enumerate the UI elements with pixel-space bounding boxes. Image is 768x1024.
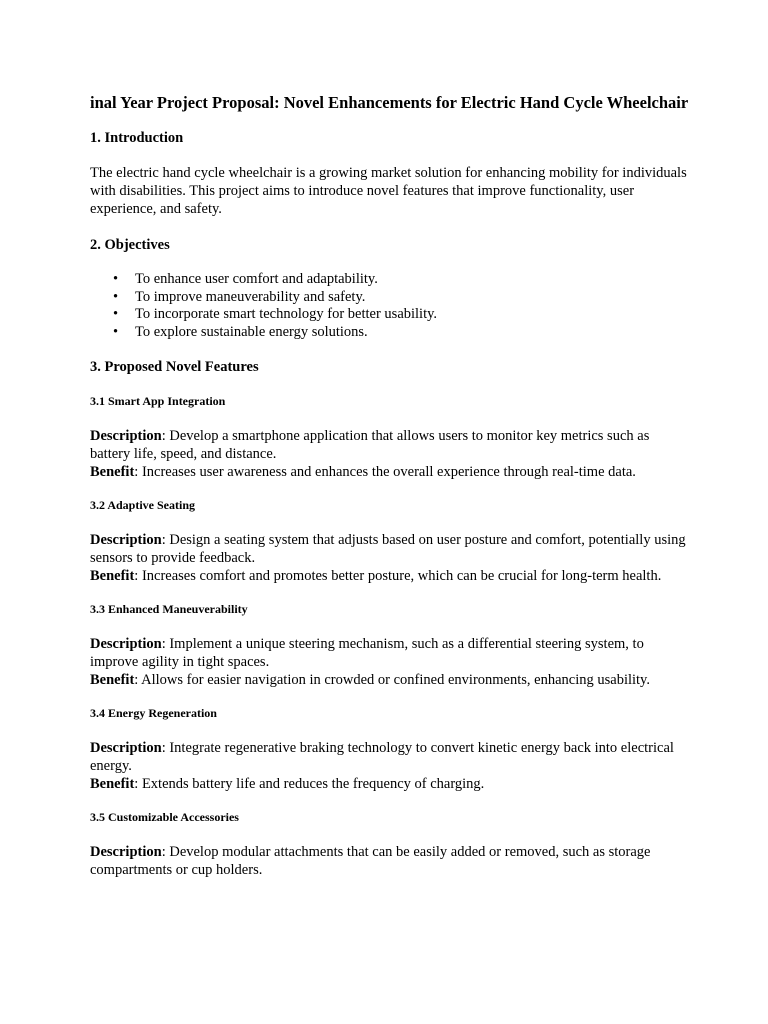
objectives-heading: 2. Objectives — [90, 237, 170, 253]
description-line — [90, 531, 690, 567]
feature-body — [90, 531, 690, 585]
description-text: Develop modular attachments that can be easily added or removed, such as storage compartments or cup holders. — [90, 844, 651, 879]
feature-heading: 3.4 Energy Regeneration — [90, 706, 217, 721]
feature-heading: 3.5 Customizable Accessories — [90, 810, 239, 825]
benefit-line — [90, 671, 690, 689]
objective-text: To explore sustainable energy solutions. — [135, 323, 368, 340]
description-line — [90, 427, 690, 463]
introduction-heading: 1. Introduction — [90, 130, 184, 146]
objective-text: To incorporate smart technology for better usability. — [135, 306, 438, 323]
feature-heading: 3.1 Smart App Integration — [90, 394, 226, 409]
description-label: Description — [90, 740, 162, 757]
description-text: Implement a unique steering mechanism, such as a differential steering system, to improve agility in tight spaces. — [90, 636, 644, 671]
bullet-icon: • — [113, 271, 119, 287]
bullet-icon: • — [113, 288, 119, 305]
document-page — [90, 92, 690, 895]
benefit-text: Allows for easier navigation in crowded or confined environments, enhancing usability. — [141, 672, 650, 689]
features-heading: 3. Proposed Novel Features — [90, 359, 259, 376]
feature-body — [90, 843, 690, 879]
benefit-line — [90, 567, 690, 585]
label-separator: : — [161, 844, 170, 861]
feature-heading: 3.3 Enhanced Maneuverability — [90, 602, 248, 617]
feature-smart-app — [90, 393, 690, 481]
label-separator: : — [134, 464, 142, 481]
objective-item — [90, 289, 690, 307]
label-separator: : — [134, 776, 142, 793]
feature-body — [90, 427, 690, 481]
bullet-icon: • — [113, 323, 119, 340]
introduction-text: The electric hand cycle wheelchair is a growing market solution for enhancing mobility for individuals with disabilities. This project aims to introduce novel features that improve functionality, user experience, and safety. — [90, 165, 687, 217]
feature-energy-regeneration — [90, 705, 690, 793]
benefit-text: Increases comfort and promotes better posture, which can be crucial for long-term health. — [141, 568, 662, 585]
description-text: Develop a smartphone application that allows users to monitor key metrics such as battery life, speed, and distance. — [90, 428, 650, 463]
feature-adaptive-seating — [90, 497, 690, 585]
description-line — [90, 635, 690, 671]
bullet-icon: • — [113, 306, 119, 323]
benefit-text: Extends battery life and reduces the frequency of charging. — [141, 776, 485, 793]
description-line — [90, 739, 690, 775]
label-separator: : — [161, 428, 170, 445]
description-label: Description — [90, 428, 162, 445]
description-text: Design a seating system that adjusts based on user posture and comfort, potentially using sensors to provide feedback. — [90, 532, 686, 567]
objectives-section — [90, 236, 690, 341]
benefit-line — [90, 463, 690, 481]
objective-item — [90, 324, 690, 342]
benefit-label: Benefit — [90, 672, 135, 689]
label-separator: : — [161, 740, 170, 757]
objective-text: To enhance user comfort and adaptability. — [135, 271, 378, 287]
objectives-list — [90, 271, 690, 341]
description-label: Description — [90, 844, 162, 861]
description-text: Integrate regenerative braking technology to convert kinetic energy back into electrical energy. — [90, 740, 674, 775]
feature-custom-accessories — [90, 809, 690, 879]
document-title: inal Year Project Proposal: Novel Enhancements for Electric Hand Cycle Wheelchair — [90, 93, 689, 112]
label-separator: : — [134, 568, 142, 585]
benefit-label: Benefit — [90, 776, 135, 793]
objective-text: To improve maneuverability and safety. — [135, 288, 366, 305]
benefit-text: Increases user awareness and enhances the overall experience through real-time data. — [141, 464, 636, 481]
objective-item — [90, 271, 690, 289]
introduction-section — [90, 129, 690, 218]
benefit-label: Benefit — [90, 464, 135, 481]
benefit-label: Benefit — [90, 568, 135, 585]
feature-heading: 3.2 Adaptive Seating — [90, 498, 196, 513]
features-section — [90, 358, 690, 879]
feature-body — [90, 739, 690, 793]
feature-maneuverability — [90, 601, 690, 689]
label-separator: : — [161, 636, 170, 653]
description-label: Description — [90, 636, 162, 653]
description-label: Description — [90, 532, 162, 549]
label-separator: : — [134, 672, 142, 689]
description-line — [90, 843, 690, 879]
feature-body — [90, 635, 690, 689]
label-separator: : — [161, 532, 170, 549]
benefit-line — [90, 775, 690, 793]
objective-item — [90, 306, 690, 324]
